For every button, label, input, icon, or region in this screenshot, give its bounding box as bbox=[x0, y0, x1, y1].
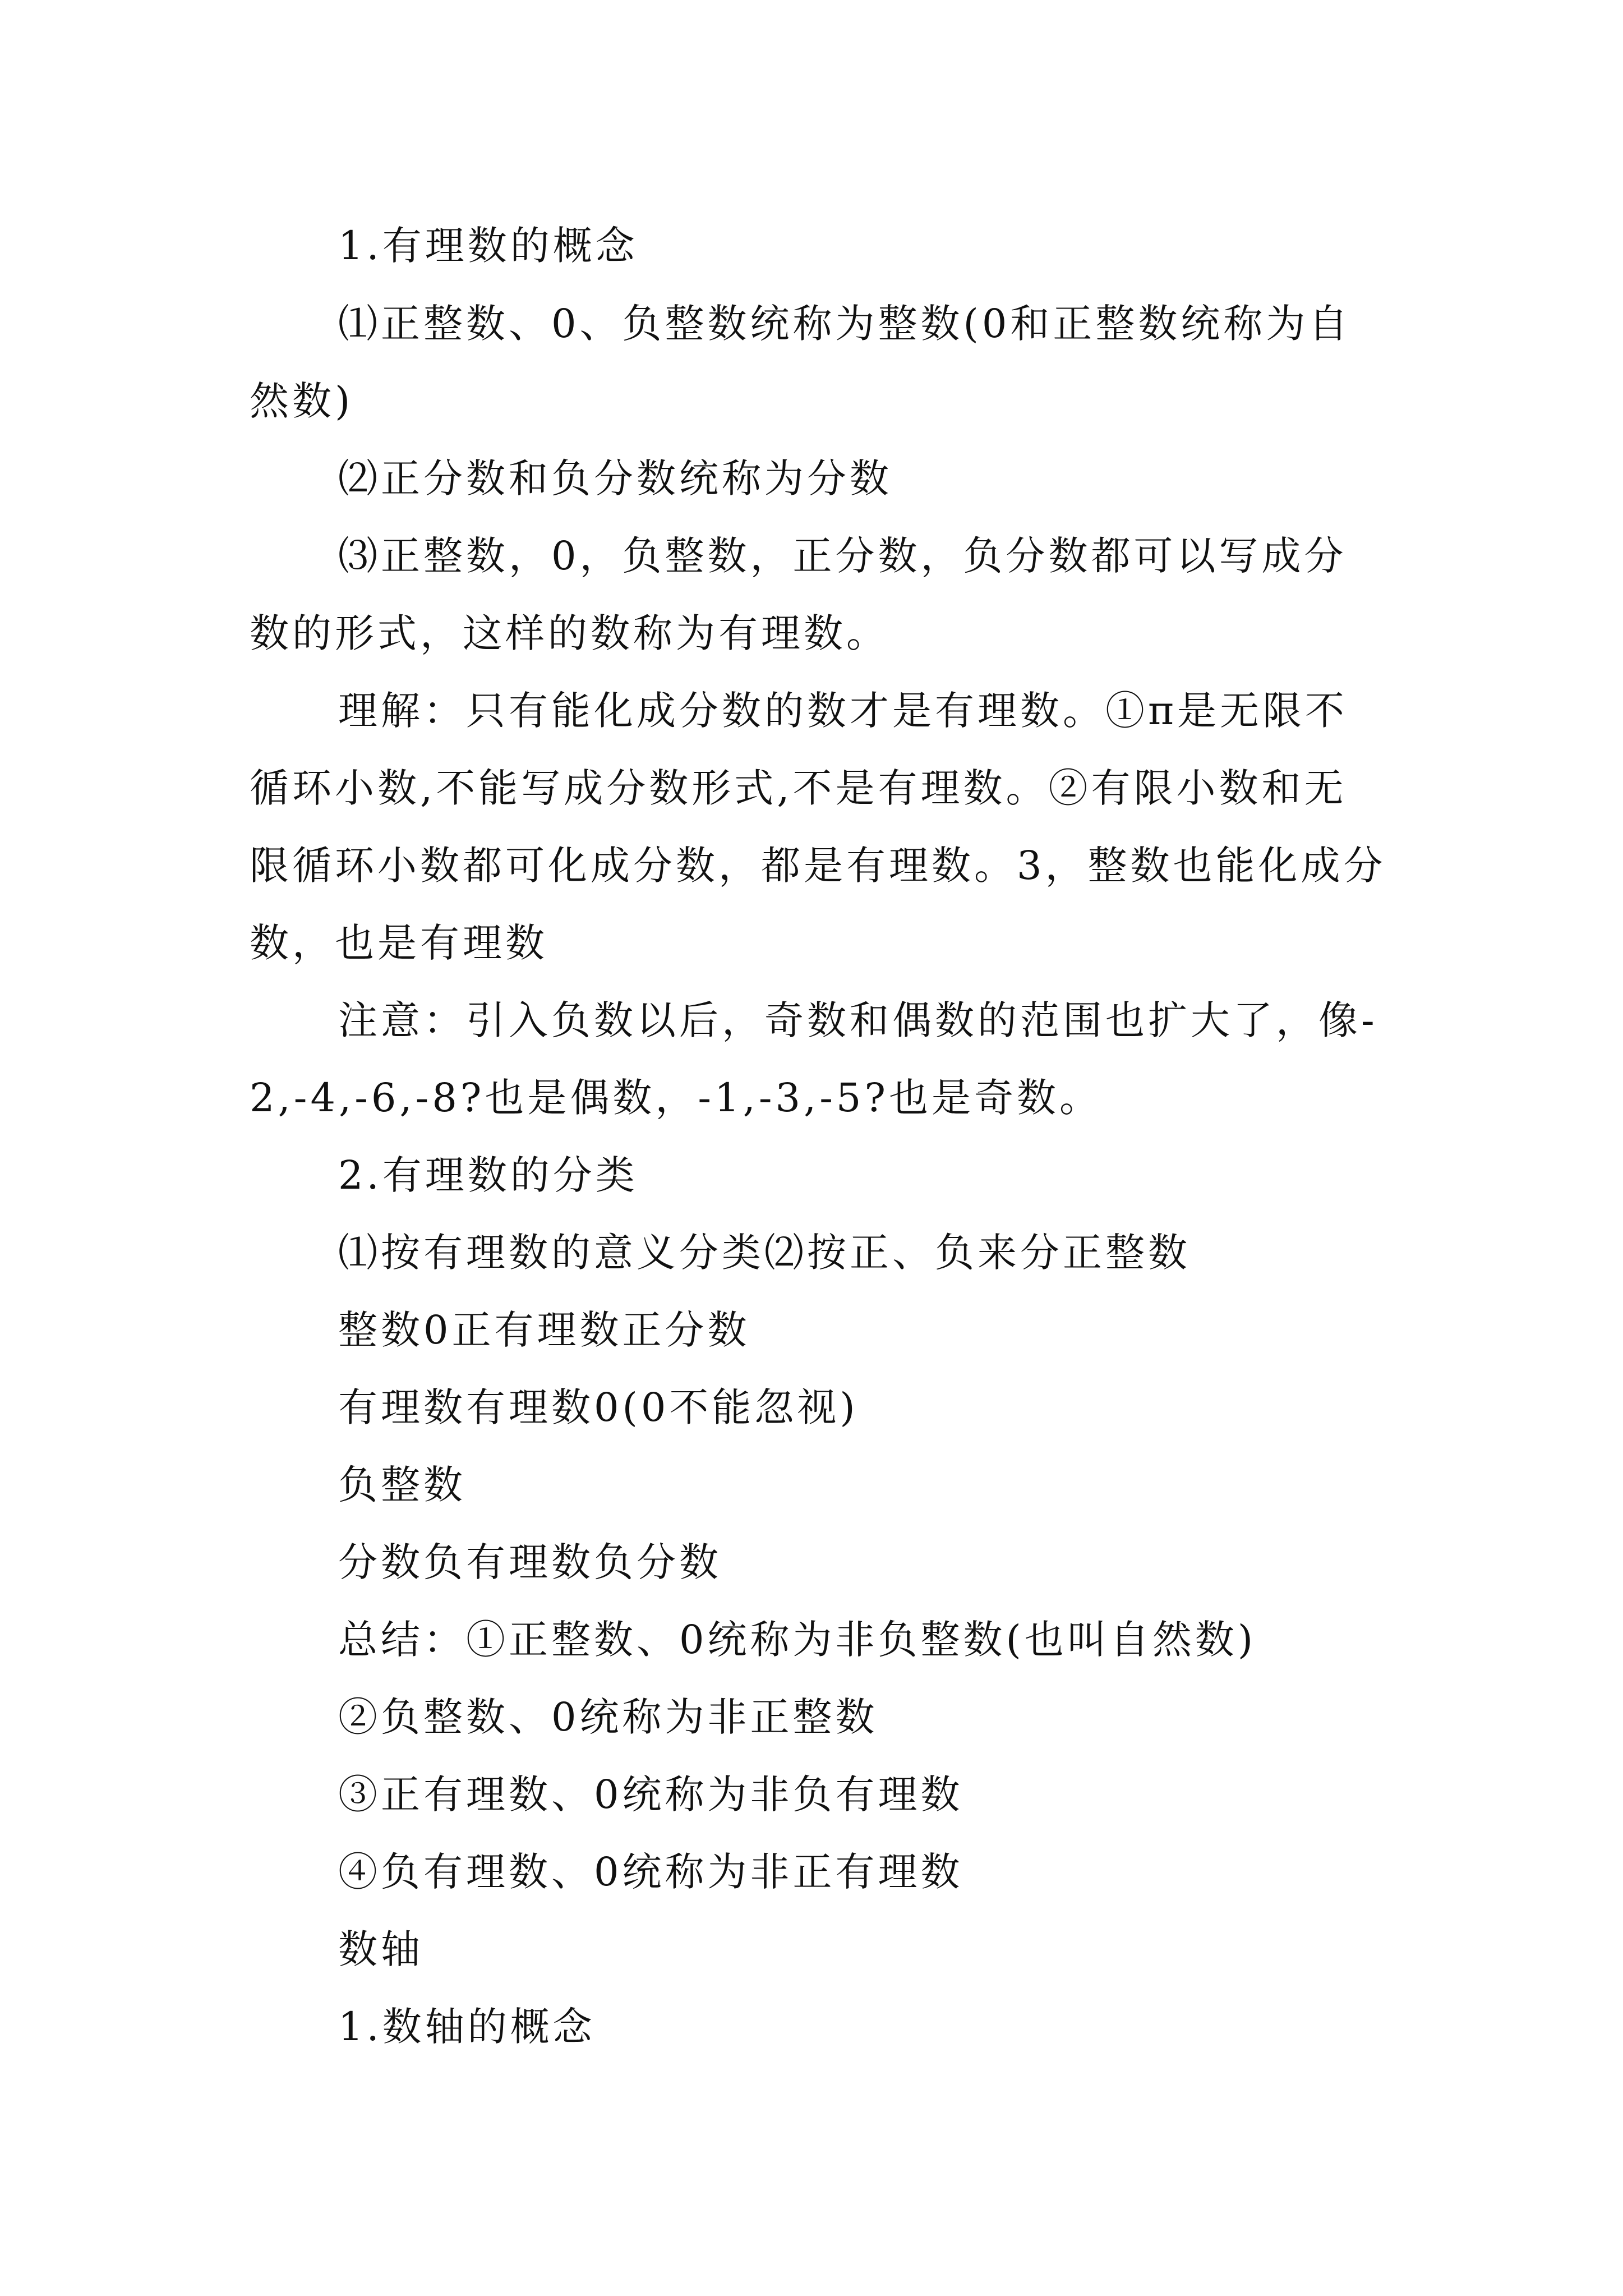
paragraph-integers: ⑴正整数、0、负整数统称为整数(0和正整数统称为自然数) bbox=[250, 301, 1352, 424]
classification-line-1: ⑴按有理数的意义分类⑵按正、负来分正整数 bbox=[338, 1230, 1191, 1276]
paragraph-understanding: 理解：只有能化成分数的数才是有理数。①π是无限不循环小数,不能写成分数形式,不是有理数。②有限小数和无限循环小数都可化成分数，都是有理数。3，整数也能化成分数，也是有理数 bbox=[250, 688, 1386, 966]
paragraph-note: 注意：引入负数以后，奇数和偶数的范围也扩大了，像-2,-4,-6,-8?也是偶数，-1,-3,-5?也是奇数。 bbox=[250, 997, 1378, 1121]
section-heading-rational-concept: 1.有理数的概念 bbox=[338, 223, 638, 269]
summary-line-4: ④负有理数、0统称为非正有理数 bbox=[338, 1849, 963, 1895]
summary-line-1: 总结：①正整数、0统称为非负整数(也叫自然数) bbox=[338, 1617, 1257, 1663]
subsection-heading-number-line-concept: 1.数轴的概念 bbox=[338, 2004, 596, 2050]
summary-line-3: ③正有理数、0统称为非负有理数 bbox=[338, 1772, 963, 1818]
paragraph-fractions: ⑵正分数和负分数统称为分数 bbox=[338, 455, 892, 501]
paragraph-rational-definition: ⑶正整数，0，负整数，正分数，负分数都可以写成分数的形式，这样的数称为有理数。 bbox=[250, 533, 1347, 656]
classification-line-4: 负整数 bbox=[338, 1462, 466, 1508]
classification-line-3: 有理数有理数0(0不能忽视) bbox=[338, 1384, 859, 1430]
summary-line-2: ②负整数、0统称为非正整数 bbox=[338, 1694, 878, 1740]
classification-line-5: 分数负有理数负分数 bbox=[338, 1539, 722, 1585]
classification-line-2: 整数0正有理数正分数 bbox=[338, 1307, 750, 1353]
section-heading-number-line: 数轴 bbox=[338, 1926, 423, 1972]
section-heading-classification: 2.有理数的分类 bbox=[338, 1152, 638, 1198]
